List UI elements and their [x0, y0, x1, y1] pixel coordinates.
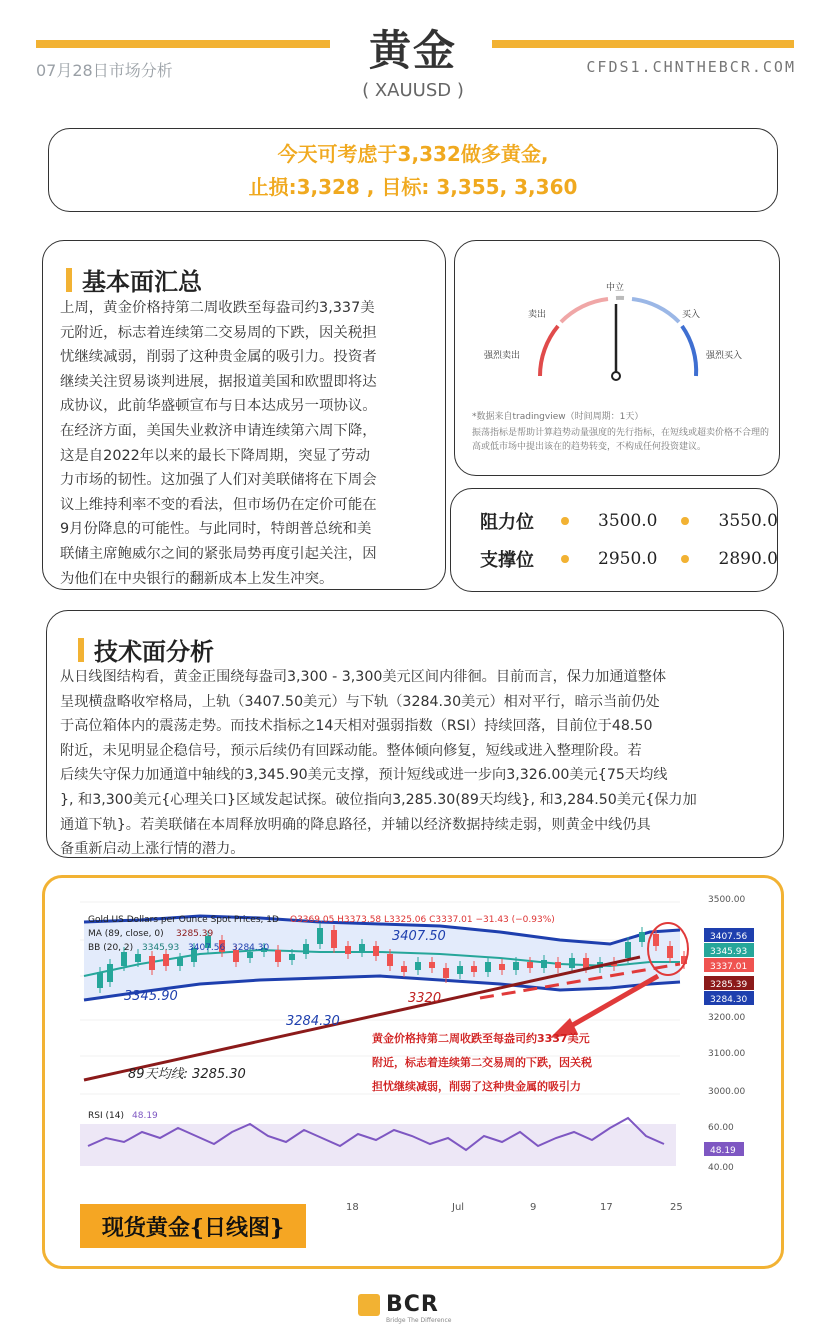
- resistance-row: [452, 502, 778, 540]
- y-tick: 3100.00: [708, 1049, 746, 1059]
- candle: [97, 972, 103, 988]
- candle: [345, 946, 351, 954]
- candle: [485, 962, 491, 972]
- x-tick: 17: [600, 1202, 613, 1213]
- bullet-dot: [681, 555, 689, 563]
- recommendation-box: [48, 128, 778, 212]
- page-title: 黄金: [368, 26, 457, 75]
- candle: [401, 966, 407, 972]
- candle: [471, 966, 477, 972]
- candle: [583, 958, 589, 968]
- candle: [373, 946, 379, 956]
- y-tick: 3200.00: [708, 1013, 746, 1023]
- header-bar-left: [36, 40, 330, 48]
- gauge-label-buy: 买入: [682, 310, 701, 320]
- x-tick: Jul: [452, 1202, 465, 1213]
- candle: [275, 950, 281, 962]
- gauge-label-sell: 卖出: [528, 310, 547, 320]
- annot-lower: 3284.30: [286, 1014, 340, 1029]
- candle: [149, 956, 155, 970]
- price-tag-text: 3407.56: [710, 932, 748, 942]
- y-tick: 3500.00: [708, 895, 746, 905]
- annot-3320: 3320: [408, 991, 442, 1006]
- annot-ma: 89天均线: 3285.30: [128, 1067, 246, 1082]
- support-label: 支撑位: [480, 550, 534, 571]
- rsi-label: RSI (14): [88, 1111, 124, 1121]
- candle: [625, 942, 631, 958]
- chart-ohlc: O3369.05 H3373.58 L3325.06 C3337.01 −31.43 (−0.93%): [290, 915, 555, 925]
- candle: [541, 960, 547, 968]
- x-tick: 9: [530, 1202, 537, 1213]
- note-line-2: 附近，标志着连续第二交易周的下跌，因关税: [372, 1056, 592, 1069]
- gauge-note: *数据来自tradingview（时间周期：1天） 振荡指标是帮助计算趋势动量强度的先行指标，在短线或超卖价格不合理的高或低市场中提出该在的趋势转变，不构成任何投资建议。: [472, 412, 770, 452]
- candle: [303, 944, 309, 954]
- sentiment-gauge: [454, 240, 780, 410]
- candle: [499, 964, 505, 970]
- price-tag-text: 3337.01: [710, 962, 748, 972]
- note-line-3: 担忧继续减弱，削弱了这种贵金属的吸引力: [372, 1080, 581, 1093]
- candle: [331, 930, 337, 948]
- chart-bb-value-3: 3284.30: [232, 943, 270, 953]
- price-tag-text: 3285.39: [710, 980, 748, 990]
- recommendation-line-2: 止损:3,328 , 目标: 3,355, 3,360: [248, 175, 578, 199]
- gauge-label-neutral: 中立: [606, 283, 625, 293]
- rsi-value: 48.19: [132, 1111, 158, 1121]
- note-line-1: 黄金价格持第二周收跌至每盎司约3337美元: [372, 1032, 590, 1045]
- logo-mark: [358, 1294, 380, 1316]
- candle: [653, 934, 659, 946]
- candle: [121, 952, 127, 966]
- fundamentals-text: 上周，黄金价格持第二周收跌至每盎司约3,337美 元附近，标志着连续第二交易周的下跌，因关税担 忧继续减弱，削弱了这种贵金属的吸引力。投资者 继续关注贸易谈判进展，据报道美国和欧盟即将达 成协议，此前华盛顿宣布与日本达成另一项协议。 在经济方面，美国失业救济申请连续第六周下降， 这是自2022年以来的最长下降周期，突显了劳动 力市场的韧性。这加强了人们对美联储将在下周会 议上维持利率不变的看法，但市场仍在定价可能在 9月份降息的可能性。与此同时，特朗普总统和美 联储主席鲍威尔之间的紧张局势再度引起关注，因 为他们在中央银行的翻新成本上发生冲突。: [60, 300, 377, 587]
- candle: [163, 954, 169, 966]
- candle: [317, 928, 323, 944]
- rsi-tick: 40.00: [708, 1163, 734, 1173]
- candle: [177, 958, 183, 966]
- chart-ma-label: MA (89, close, 0): [88, 929, 164, 939]
- support-row: [452, 540, 778, 578]
- chart-header: Gold US Dollars per Ounce Spot Prices, 1D: [88, 915, 279, 925]
- bullet-dot: [561, 555, 569, 563]
- footer-tagline: Bridge The Difference: [386, 1317, 452, 1324]
- price-tag-text: 3345.93: [710, 947, 748, 957]
- candle: [513, 962, 519, 970]
- candle: [289, 954, 295, 960]
- footer-logo: [358, 1292, 439, 1317]
- annot-mid: 3345.90: [124, 989, 178, 1004]
- site-url: CFDS1.CHNTHEBCR.COM: [586, 58, 796, 76]
- report-date: 07月28日市场分析: [36, 61, 173, 80]
- candle: [639, 932, 645, 942]
- annot-upper: 3407.50: [392, 929, 446, 944]
- candle: [107, 964, 113, 982]
- bullet-dot: [561, 517, 569, 525]
- gauge-label-strong-sell: 强烈卖出: [484, 351, 521, 361]
- chart-bb-value-2: 3407.56: [188, 943, 226, 953]
- bullet-dot: [681, 517, 689, 525]
- logo-text: BCR: [386, 1292, 439, 1317]
- title-marker: [66, 268, 72, 292]
- resistance-1: 3500.0: [598, 511, 658, 531]
- candle: [457, 966, 463, 974]
- chart-ma-value: 3285.39: [176, 929, 214, 939]
- rsi-tag-text: 48.19: [710, 1146, 736, 1156]
- candle: [135, 954, 141, 962]
- candle: [569, 958, 575, 968]
- page-subtitle: ( XAUUSD ): [362, 80, 464, 101]
- technical-title: 技术面分析: [78, 632, 214, 667]
- candle: [429, 962, 435, 968]
- support-1: 2950.0: [598, 549, 658, 569]
- candle: [359, 944, 365, 952]
- title-marker: [78, 638, 84, 662]
- resistance-label: 阻力位: [480, 512, 534, 533]
- chart-bb-value-1: 3345.93: [142, 943, 180, 953]
- x-tick: 18: [346, 1202, 359, 1213]
- candle: [387, 954, 393, 966]
- candle: [443, 968, 449, 978]
- fundamentals-title: 基本面汇总: [66, 262, 202, 297]
- rsi-tick: 60.00: [708, 1123, 734, 1133]
- chart-stamp: 现货黄金{日线图}: [80, 1204, 306, 1248]
- resistance-2: 3550.0: [718, 511, 778, 531]
- support-2: 2890.0: [718, 549, 778, 569]
- rsi-band: [80, 1124, 676, 1166]
- technical-text: 从日线图结构看，黄金正围绕每盎司3,300 - 3,300美元区间内徘徊。目前而言，保力加通道整体 呈现横盘略收窄格局，上轨（3407.50美元）与下轨（3284.30美元）相对平行，暗示当前仍处 于高位箱体内的震荡走势。而技术指标之14天相对强弱指数（RSI）持续回落，目前位于48.50 附近，未见明显企稳信号，预示后续仍有回踩动能。整体倾向修复，短线或进入整理阶段。若 后续失守保力加通道中轴线的3,345.90美元支撑，预计短线或进一步向3,326.00美元{75天均线 }, 和3,300美元{心理关口}区域发起试探。破位指向3,285.30(89天均线}, 和3,284.50美元{保力加 通道下轨}。若美联储在本周释放明确的降息路径，并辅以经济数据持续走弱，则黄金中线仍具 备重新启动上涨行情的潜力。: [60, 669, 697, 858]
- price-tag-text: 3284.30: [710, 995, 748, 1005]
- x-tick: 25: [670, 1202, 683, 1213]
- recommendation-line-1: 今天可考虑于3,332做多黄金,: [277, 142, 549, 166]
- price-chart: [80, 892, 760, 1222]
- header-bar-right: [492, 40, 794, 48]
- gauge-label-strong-buy: 强烈买入: [706, 351, 743, 361]
- chart-bb-label: BB (20, 2): [88, 943, 134, 953]
- candle: [527, 962, 533, 968]
- candle: [415, 962, 421, 970]
- y-tick: 3000.00: [708, 1087, 746, 1097]
- candle: [555, 962, 561, 968]
- candle: [667, 946, 673, 958]
